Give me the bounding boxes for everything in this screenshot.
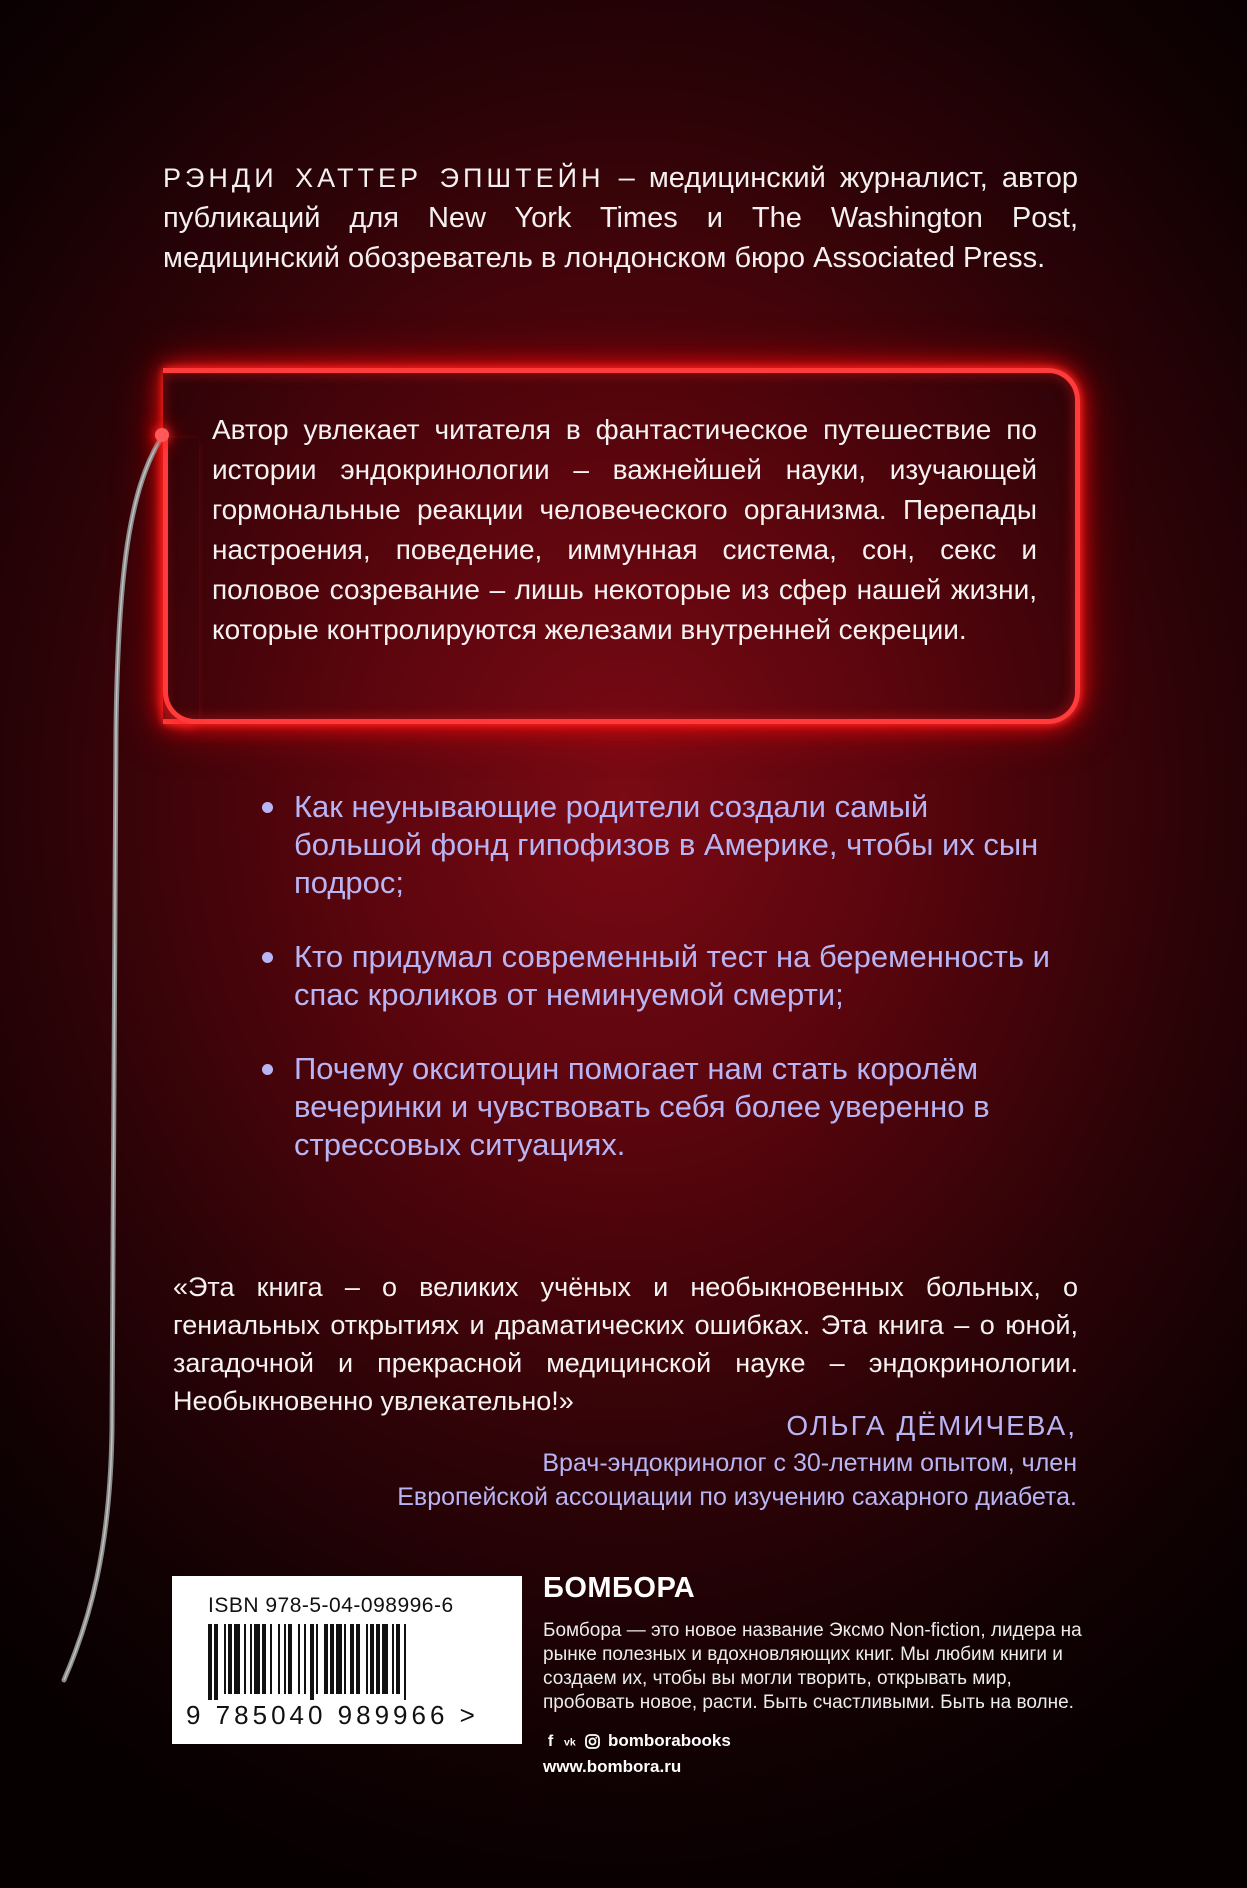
quote-role-line: Врач-эндокринолог с 30-летним опытом, член <box>542 1449 1077 1477</box>
quote-role-line: Европейской ассоциации по изучению сахарного диабета. <box>397 1483 1077 1511</box>
author-name: РЭНДИ ХАТТЕР ЭПШТЕЙН <box>163 163 605 193</box>
neon-tip <box>155 428 169 442</box>
publisher-website[interactable]: www.bombora.ru <box>543 1757 682 1776</box>
author-bio-text: – медицинский журналист, автор публикаций для New York Times и The Washington Post, медицинский обозреватель в лондонском бюро Associated Press. <box>163 162 1078 274</box>
barcode-digits: 9 785040 989966 > <box>186 1700 479 1730</box>
instagram-icon[interactable] <box>585 1734 600 1749</box>
social-row <box>543 1731 1083 1751</box>
book-description: Автор увлекает читателя в фантастическое путешествие по истории эндокринологии – важнейшей науки, изучающей гормональные реакции человеческого организма. Перепады настроения, поведение, иммунная система, сон, секс и половое созревание – лишь некоторые из сфер нашей жизни, которые контролируются железами внутренней секреции. <box>212 414 1037 645</box>
quote-author-role <box>317 1446 1077 1514</box>
bullet-item: Кто придумал современный тест на беременность и спас кроликов от неминуемой смерти; <box>262 938 1062 1014</box>
svg-text:vk: vk <box>564 1736 576 1749</box>
bullet-item: Как неунывающие родители создали самый большой фонд гипофизов в Америке, чтобы их сын подрос; <box>262 788 1062 902</box>
barcode-bars <box>208 1624 498 1700</box>
publisher-description: Бомбора — это новое название Эксмо Non-fiction, лидера на рынке полезных и вдохновляющих книг. Мы любим книги и создаем их, чтобы вы могли творить, открывать мир, пробовать новое, расти. Быть счастливыми. Быть на волне. <box>543 1620 1082 1713</box>
bullet-item: Почему окситоцин помогает нам стать королём вечеринки и чувствовать себя более уверенно в стрессовых ситуациях. <box>262 1050 1062 1164</box>
publisher-logo-text: БОМБОРА <box>543 1572 696 1604</box>
review-quote: «Эта книга – о великих учёных и необыкновенных больных, о гениальных открытиях и драматических ошибках. Эта книга – о юной, загадочной и прекрасной медицинской науке – эндокринологии. Необыкновенно увлекательно!» <box>173 1272 1078 1416</box>
facebook-icon[interactable]: f <box>547 1732 554 1750</box>
publisher-block <box>543 1572 1083 1777</box>
neon-cord <box>60 430 180 1690</box>
quote-author: ОЛЬГА ДЁМИЧЕВА, <box>786 1410 1077 1441</box>
vk-icon[interactable] <box>564 1734 579 1749</box>
isbn-text: ISBN 978-5-04-098996-6 <box>208 1594 454 1617</box>
author-bio <box>163 158 1078 278</box>
bullet-list <box>262 788 1062 1200</box>
social-handle[interactable]: bomborabooks <box>608 1731 731 1750</box>
barcode-box <box>172 1576 522 1744</box>
